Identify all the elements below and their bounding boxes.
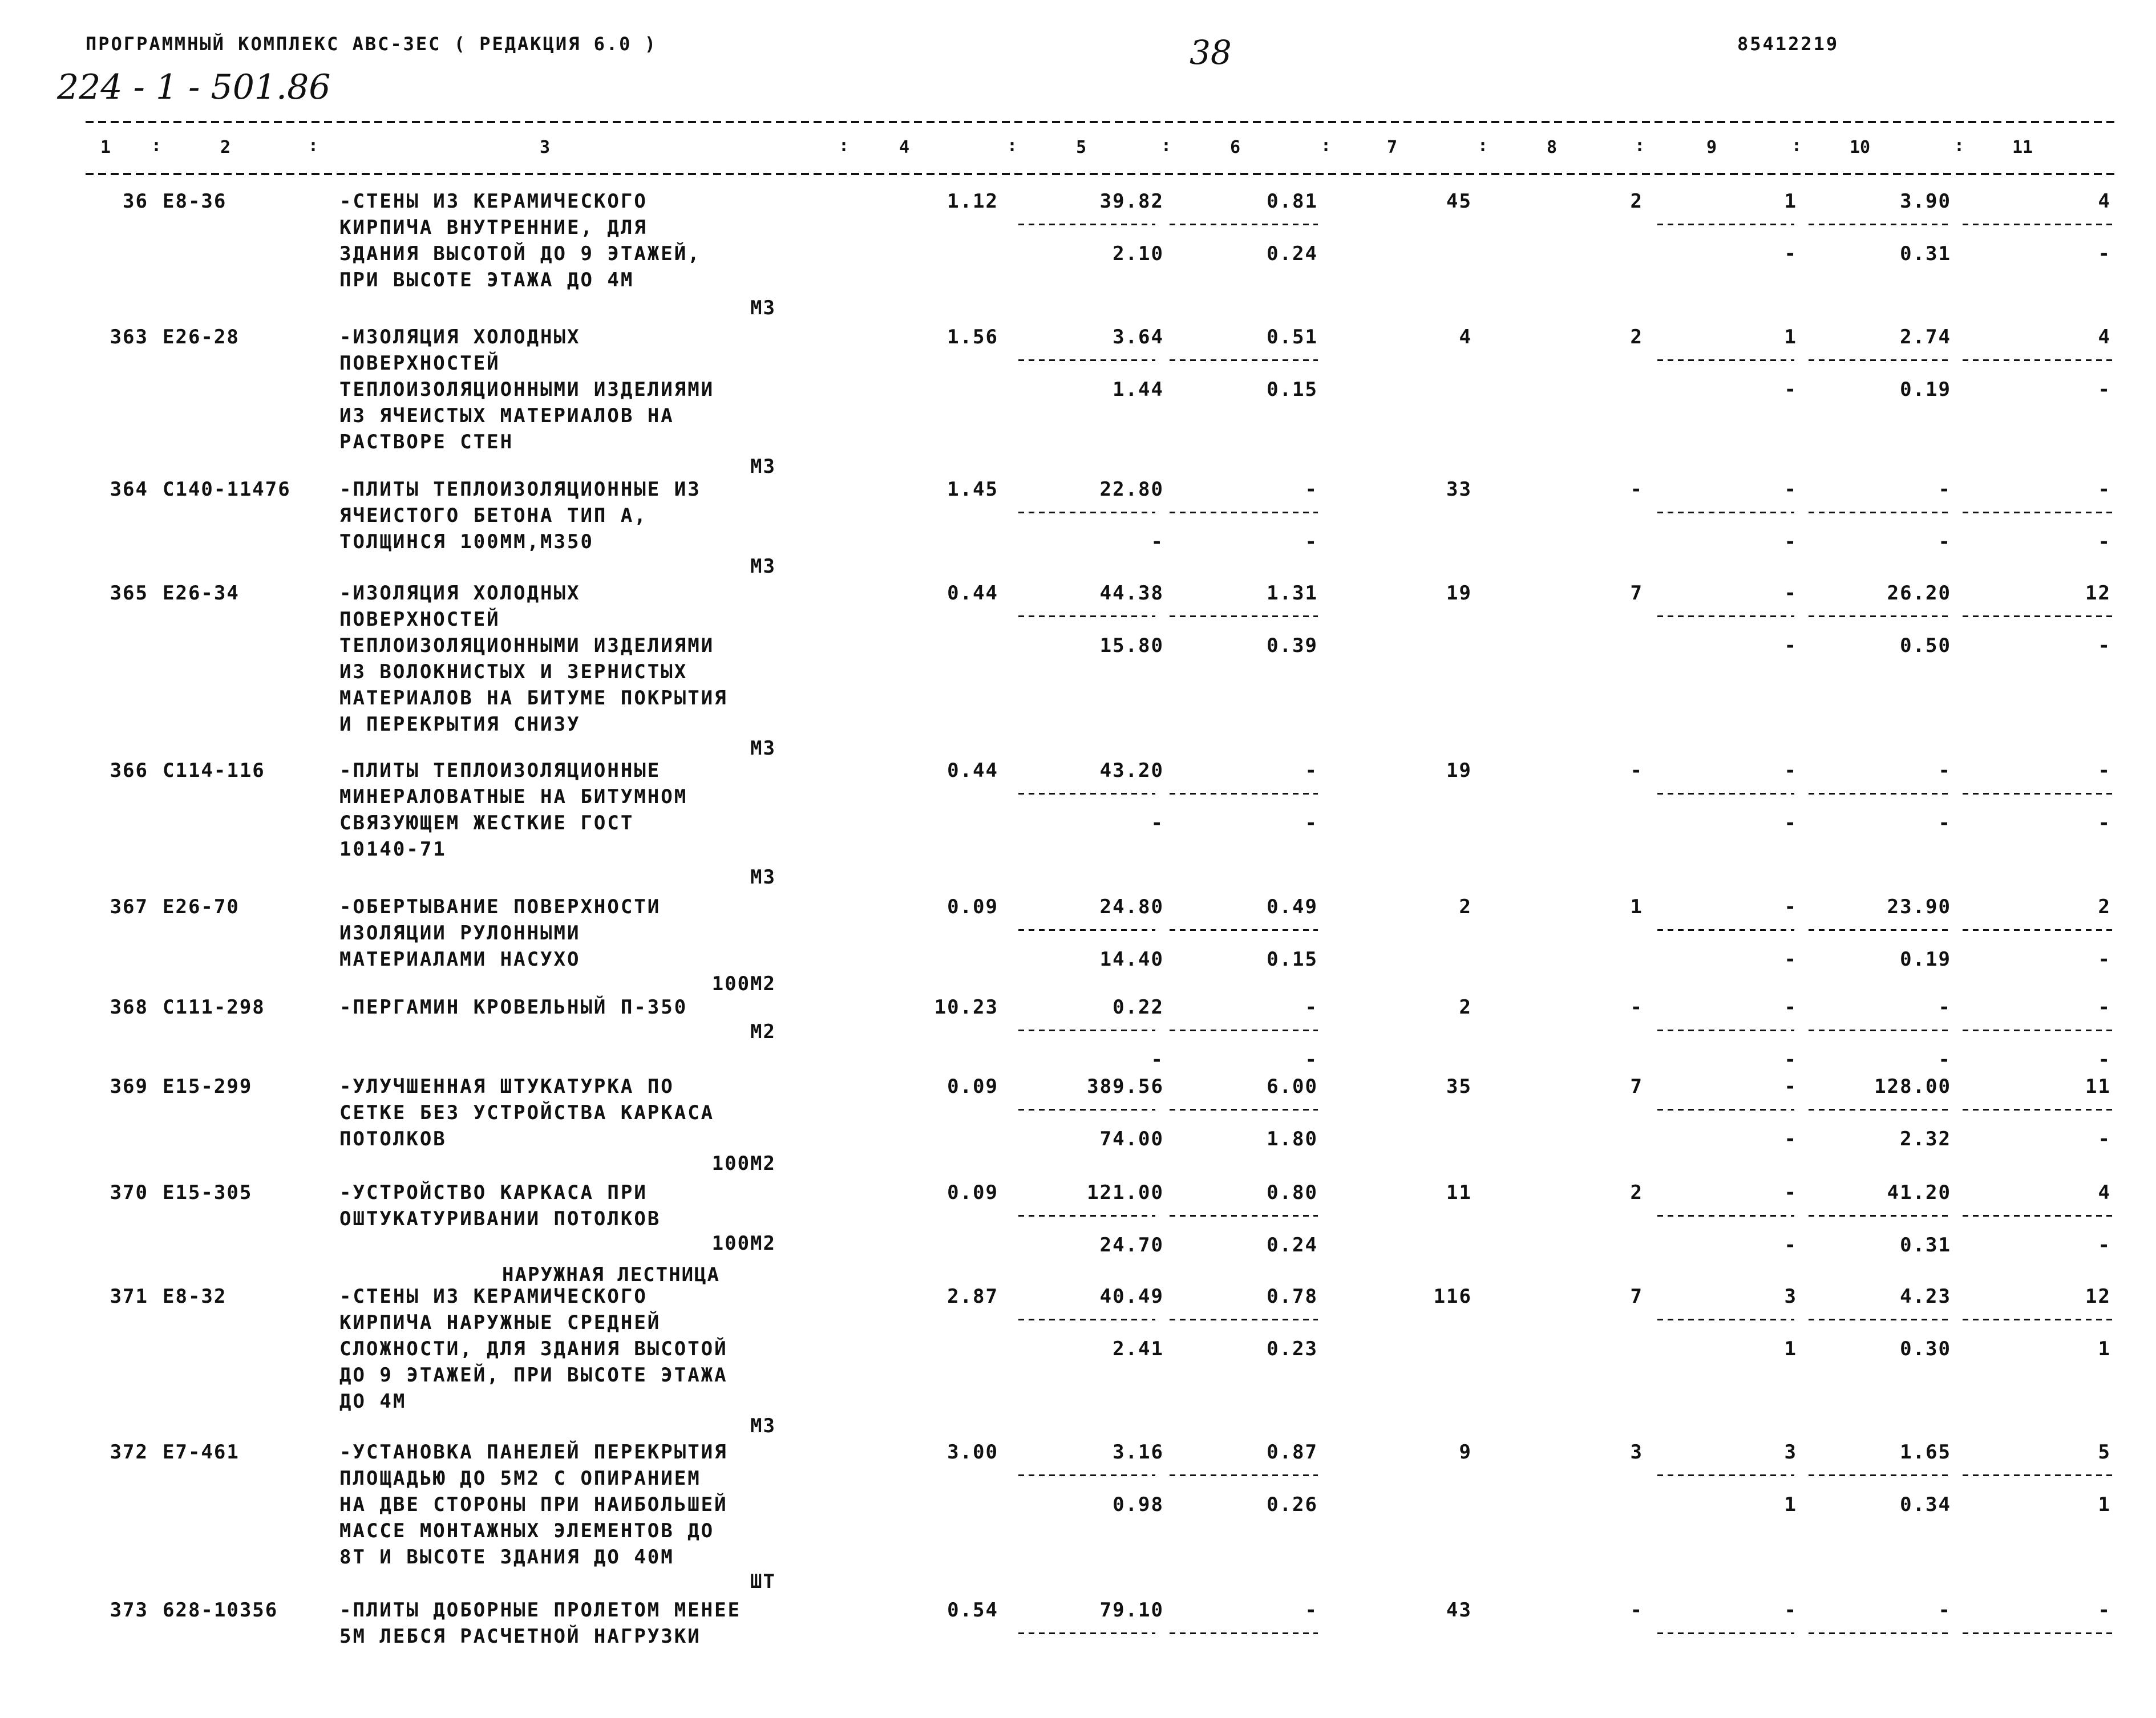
col10-sub: - <box>1938 530 1951 553</box>
column-header: 3 <box>539 137 551 157</box>
column-separator: : <box>1161 136 1172 156</box>
col9-sub: - <box>1784 1128 1797 1150</box>
col10-sub: - <box>1938 812 1951 834</box>
cost-total-sub: 0.98 <box>1113 1493 1164 1516</box>
section-heading: НАРУЖНАЯ ЛЕСТНИЦА <box>502 1263 720 1286</box>
col10-value: - <box>1938 996 1951 1019</box>
row-number: 36 <box>123 190 148 213</box>
cost-wages: - <box>1305 996 1318 1019</box>
subtotal-divider <box>1018 1632 1155 1634</box>
column-separator: : <box>151 136 162 156</box>
subtotal-divider <box>1963 1030 2117 1031</box>
subtotal-divider <box>1170 359 1318 361</box>
quantity: 0.09 <box>947 1181 998 1204</box>
subtotal-divider <box>1963 793 2117 795</box>
cost-total: 79.10 <box>1099 1599 1164 1622</box>
subtotal-divider <box>1018 1109 1155 1111</box>
col11-sub: 1 <box>2098 1338 2111 1360</box>
col10-sub: 2.32 <box>1900 1128 1951 1150</box>
cost-wages: 0.51 <box>1267 326 1318 349</box>
col11-sub: - <box>2098 1048 2111 1071</box>
cost-wages-sub: 0.24 <box>1267 1234 1318 1257</box>
row-description: -УСТАНОВКА ПАНЕЛЕЙ ПЕРЕКРЫТИЯ ПЛОЩАДЬЮ ДО 5М2 С ОПИРАНИЕМ НА ДВЕ СТОРОНЫ ПРИ НАИБОЛЬШЕЙ МАССЕ МОНТАЖНЫХ ЭЛЕМЕНТОВ ДО 8Т И ВЫСОТЕ ЗДАНИЯ ДО 40М <box>339 1441 728 1569</box>
cost-total: 39.82 <box>1099 190 1164 213</box>
col11-value: 4 <box>2098 190 2111 213</box>
row-unit: М3 <box>750 555 776 578</box>
col9-value: - <box>1784 478 1797 501</box>
col9-value: - <box>1784 582 1797 605</box>
cost-total-sub: 2.41 <box>1113 1338 1164 1360</box>
col7-value: 2 <box>1459 996 1472 1019</box>
col7-value: 19 <box>1446 759 1472 782</box>
col10-value: - <box>1938 478 1951 501</box>
document-code: 85412219 <box>1737 33 1839 55</box>
subtotal-divider <box>1018 615 1155 617</box>
subtotal-divider <box>1809 929 1951 931</box>
subtotal-divider <box>1657 1474 1794 1476</box>
col9-sub: - <box>1784 242 1797 265</box>
header-rule <box>86 173 2117 175</box>
col11-value: 5 <box>2098 1441 2111 1464</box>
project-number: 224 - 1 - 501.86 <box>57 67 331 107</box>
cost-total-sub: 15.80 <box>1099 634 1164 657</box>
row-number: 366 <box>110 759 148 782</box>
cost-total-sub: 74.00 <box>1099 1128 1164 1150</box>
col7-value: 4 <box>1459 326 1472 349</box>
cost-wages-sub: - <box>1305 530 1318 553</box>
cost-total: 121.00 <box>1087 1181 1164 1204</box>
quantity: 0.54 <box>947 1599 998 1622</box>
top-rule <box>86 121 2117 123</box>
subtotal-divider <box>1657 1319 1794 1320</box>
column-header: 1 <box>100 137 111 157</box>
cost-total: 24.80 <box>1099 896 1164 918</box>
col9-value: - <box>1784 996 1797 1019</box>
col11-value: 4 <box>2098 1181 2111 1204</box>
col10-value: 128.00 <box>1874 1075 1951 1098</box>
col8-value: - <box>1630 759 1643 782</box>
subtotal-divider <box>1809 1030 1951 1031</box>
subtotal-divider <box>1809 793 1951 795</box>
column-header: 9 <box>1706 137 1717 157</box>
quantity: 10.23 <box>934 996 998 1019</box>
col7-value: 43 <box>1446 1599 1472 1622</box>
col11-sub: - <box>2098 948 2111 971</box>
cost-wages: 6.00 <box>1267 1075 1318 1098</box>
subtotal-divider <box>1809 1632 1951 1634</box>
cost-wages: 0.78 <box>1267 1285 1318 1308</box>
subtotal-divider <box>1963 1632 2117 1634</box>
col9-sub: 1 <box>1784 1338 1797 1360</box>
col8-value: 7 <box>1630 582 1643 605</box>
column-separator: : <box>839 136 850 156</box>
col10-value: - <box>1938 759 1951 782</box>
col10-value: 3.90 <box>1900 190 1951 213</box>
col11-value: 2 <box>2098 896 2111 918</box>
col9-value: 3 <box>1784 1441 1797 1464</box>
subtotal-divider <box>1170 615 1318 617</box>
row-unit: М3 <box>750 1415 776 1437</box>
col10-value: 26.20 <box>1887 582 1951 605</box>
col11-value: - <box>2098 478 2111 501</box>
column-separator: : <box>308 136 319 156</box>
cost-total-sub: 2.10 <box>1113 242 1164 265</box>
subtotal-divider <box>1809 359 1951 361</box>
subtotal-divider <box>1963 615 2117 617</box>
column-separator: : <box>1635 136 1645 156</box>
cost-wages: - <box>1305 1599 1318 1622</box>
subtotal-divider <box>1963 929 2117 931</box>
row-description: -ПЛИТЫ ДОБОРНЫЕ ПРОЛЕТОМ МЕНЕЕ 5М ЛЕБСЯ РАСЧЕТНОЙ НАГРУЗКИ <box>339 1599 742 1648</box>
col7-value: 11 <box>1446 1181 1472 1204</box>
subtotal-divider <box>1170 1109 1318 1111</box>
cost-total: 43.20 <box>1099 759 1164 782</box>
subtotal-divider <box>1018 1215 1155 1217</box>
row-number: 364 <box>110 478 148 501</box>
col10-sub: 0.19 <box>1900 378 1951 401</box>
subtotal-divider <box>1170 1474 1318 1476</box>
col10-sub: 0.34 <box>1900 1493 1951 1516</box>
col10-sub: 0.31 <box>1900 1234 1951 1257</box>
row-unit: М3 <box>750 737 776 760</box>
col8-value: 2 <box>1630 190 1643 213</box>
col11-value: - <box>2098 1599 2111 1622</box>
cost-total-sub: 1.44 <box>1113 378 1164 401</box>
column-header: 7 <box>1386 137 1398 157</box>
subtotal-divider <box>1657 793 1794 795</box>
cost-wages: 0.87 <box>1267 1441 1318 1464</box>
cost-wages: 0.81 <box>1267 190 1318 213</box>
col11-sub: - <box>2098 634 2111 657</box>
col8-value: - <box>1630 1599 1643 1622</box>
quantity: 0.09 <box>947 896 998 918</box>
column-header: 10 <box>1849 137 1871 157</box>
col10-sub: - <box>1938 1048 1951 1071</box>
row-code: Е26-70 <box>163 896 240 918</box>
row-description: -ИЗОЛЯЦИЯ ХОЛОДНЫХ ПОВЕРХНОСТЕЙ ТЕПЛОИЗОЛЯЦИОННЫМИ ИЗДЕЛИЯМИ ИЗ ВОЛОКНИСТЫХ И ЗЕРНИСТЫХ МАТЕРИАЛОВ НА БИТУМЕ ПОКРЫТИЯ И ПЕРЕКРЫТИЯ СНИЗУ <box>339 582 728 736</box>
col9-value: - <box>1784 896 1797 918</box>
col10-sub: 0.30 <box>1900 1338 1951 1360</box>
subtotal-divider <box>1963 1474 2117 1476</box>
row-unit: 100М2 <box>711 973 776 995</box>
row-number: 372 <box>110 1441 148 1464</box>
col9-sub: - <box>1784 378 1797 401</box>
column-header: 11 <box>2012 137 2033 157</box>
col7-value: 116 <box>1433 1285 1472 1308</box>
cost-total: 0.22 <box>1113 996 1164 1019</box>
row-unit: 100М2 <box>711 1152 776 1175</box>
subtotal-divider <box>1018 1319 1155 1320</box>
cost-total: 40.49 <box>1099 1285 1164 1308</box>
col9-sub: - <box>1784 812 1797 834</box>
row-number: 370 <box>110 1181 148 1204</box>
subtotal-divider <box>1809 1319 1951 1320</box>
col8-value: 2 <box>1630 1181 1643 1204</box>
row-code: Е15-299 <box>163 1075 253 1098</box>
col11-value: 4 <box>2098 326 2111 349</box>
column-header: 6 <box>1229 137 1241 157</box>
col9-sub: - <box>1784 530 1797 553</box>
subtotal-divider <box>1657 359 1794 361</box>
row-description: -УСТРОЙСТВО КАРКАСА ПРИ ОШТУКАТУРИВАНИИ ПОТОЛКОВ <box>339 1181 661 1230</box>
row-unit: М3 <box>750 455 776 478</box>
column-separator: : <box>1321 136 1332 156</box>
quantity: 2.87 <box>947 1285 998 1308</box>
cost-wages-sub: - <box>1305 812 1318 834</box>
cost-wages-sub: 0.23 <box>1267 1338 1318 1360</box>
cost-wages-sub: 0.26 <box>1267 1493 1318 1516</box>
row-number: 363 <box>110 326 148 349</box>
row-description: -ИЗОЛЯЦИЯ ХОЛОДНЫХ ПОВЕРХНОСТЕЙ ТЕПЛОИЗОЛЯЦИОННЫМИ ИЗДЕЛИЯМИ ИЗ ЯЧЕИСТЫХ МАТЕРИАЛОВ НА РАСТВОРЕ СТЕН <box>339 326 715 453</box>
col11-value: 12 <box>2085 1285 2111 1308</box>
quantity: 1.56 <box>947 326 998 349</box>
row-code: 628-10356 <box>163 1599 278 1622</box>
subtotal-divider <box>1170 1632 1318 1634</box>
row-unit: 100М2 <box>711 1232 776 1255</box>
row-number: 368 <box>110 996 148 1019</box>
col9-value: 1 <box>1784 326 1797 349</box>
subtotal-divider <box>1657 512 1794 513</box>
subtotal-divider <box>1809 224 1951 225</box>
col9-sub: - <box>1784 1234 1797 1257</box>
row-code: С111-298 <box>163 996 265 1019</box>
subtotal-divider <box>1018 224 1155 225</box>
subtotal-divider <box>1657 1030 1794 1031</box>
col11-sub: - <box>2098 812 2111 834</box>
subtotal-divider <box>1963 1319 2117 1320</box>
column-header: 5 <box>1075 137 1087 157</box>
col9-value: 3 <box>1784 1285 1797 1308</box>
row-description: -ПЛИТЫ ТЕПЛОИЗОЛЯЦИОННЫЕ МИНЕРАЛОВАТНЫЕ НА БИТУМНОМ СВЯЗУЮЩЕМ ЖЕСТКИЕ ГОСТ 10140-71 <box>339 759 688 861</box>
row-number: 369 <box>110 1075 148 1098</box>
row-code: Е8-36 <box>163 190 227 213</box>
subtotal-divider <box>1170 1319 1318 1320</box>
cost-wages: 0.80 <box>1267 1181 1318 1204</box>
col9-value: - <box>1784 759 1797 782</box>
col11-sub: - <box>2098 242 2111 265</box>
quantity: 0.09 <box>947 1075 998 1098</box>
subtotal-divider <box>1963 1215 2117 1217</box>
cost-total-sub: 14.40 <box>1099 948 1164 971</box>
cost-total: 3.64 <box>1113 326 1164 349</box>
cost-total: 22.80 <box>1099 478 1164 501</box>
col8-value: 1 <box>1630 896 1643 918</box>
subtotal-divider <box>1170 224 1318 225</box>
col9-value: 1 <box>1784 190 1797 213</box>
quantity: 1.45 <box>947 478 998 501</box>
program-header: ПРОГРАММНЫЙ КОМПЛЕКС АВС-3ЕС ( РЕДАКЦИЯ 6.0 ) <box>86 33 657 55</box>
row-code: Е26-34 <box>163 582 240 605</box>
col9-value: - <box>1784 1599 1797 1622</box>
row-number: 371 <box>110 1285 148 1308</box>
row-description: -СТЕНЫ ИЗ КЕРАМИЧЕСКОГО КИРПИЧА НАРУЖНЫЕ СРЕДНЕЙ СЛОЖНОСТИ, ДЛЯ ЗДАНИЯ ВЫСОТОЙ ДО 9 ЭТАЖЕЙ, ПРИ ВЫСОТЕ ЭТАЖА ДО 4М <box>339 1285 728 1413</box>
subtotal-divider <box>1963 512 2117 513</box>
col11-sub: - <box>2098 1234 2111 1257</box>
cost-total: 389.56 <box>1087 1075 1164 1098</box>
cost-wages: 1.31 <box>1267 582 1318 605</box>
column-separator: : <box>1478 136 1488 156</box>
subtotal-divider <box>1657 615 1794 617</box>
col7-value: 33 <box>1446 478 1472 501</box>
subtotal-divider <box>1963 1109 2117 1111</box>
row-code: С114-116 <box>163 759 265 782</box>
row-number: 367 <box>110 896 148 918</box>
subtotal-divider <box>1809 1215 1951 1217</box>
row-unit: ШТ <box>750 1570 776 1593</box>
col8-value: - <box>1630 478 1643 501</box>
col11-sub: 1 <box>2098 1493 2111 1516</box>
col7-value: 35 <box>1446 1075 1472 1098</box>
cost-wages-sub: 0.15 <box>1267 948 1318 971</box>
row-unit: М3 <box>750 297 776 319</box>
subtotal-divider <box>1018 929 1155 931</box>
col10-value: 4.23 <box>1900 1285 1951 1308</box>
col9-value: - <box>1784 1181 1797 1204</box>
row-unit: М3 <box>750 866 776 889</box>
col8-value: 2 <box>1630 326 1643 349</box>
col7-value: 19 <box>1446 582 1472 605</box>
subtotal-divider <box>1657 929 1794 931</box>
column-separator: : <box>1791 136 1802 156</box>
col10-sub: 0.31 <box>1900 242 1951 265</box>
col10-value: - <box>1938 1599 1951 1622</box>
subtotal-divider <box>1657 1632 1794 1634</box>
page-number: 38 <box>1190 33 1232 72</box>
subtotal-divider <box>1963 224 2117 225</box>
row-code: Е26-28 <box>163 326 240 349</box>
subtotal-divider <box>1170 929 1318 931</box>
quantity: 1.12 <box>947 190 998 213</box>
row-description: -ОБЕРТЫВАНИЕ ПОВЕРХНОСТИ ИЗОЛЯЦИИ РУЛОННЫМИ МАТЕРИАЛАМИ НАСУХО <box>339 896 661 971</box>
row-description: -УЛУЧШЕННАЯ ШТУКАТУРКА ПО СЕТКЕ БЕЗ УСТРОЙСТВА КАРКАСА ПОТОЛКОВ <box>339 1075 715 1150</box>
col11-value: - <box>2098 996 2111 1019</box>
col11-value: 12 <box>2085 582 2111 605</box>
col11-value: 11 <box>2085 1075 2111 1098</box>
col10-value: 41.20 <box>1887 1181 1951 1204</box>
cost-total-sub: 24.70 <box>1099 1234 1164 1257</box>
col7-value: 2 <box>1459 896 1472 918</box>
subtotal-divider <box>1018 1030 1155 1031</box>
subtotal-divider <box>1170 1215 1318 1217</box>
column-separator: : <box>1954 136 1965 156</box>
subtotal-divider <box>1657 1215 1794 1217</box>
subtotal-divider <box>1018 359 1155 361</box>
subtotal-divider <box>1018 512 1155 513</box>
col10-value: 2.74 <box>1900 326 1951 349</box>
col8-value: - <box>1630 996 1643 1019</box>
subtotal-divider <box>1809 615 1951 617</box>
row-description: -СТЕНЫ ИЗ КЕРАМИЧЕСКОГО КИРПИЧА ВНУТРЕННИЕ, ДЛЯ ЗДАНИЯ ВЫСОТОЙ ДО 9 ЭТАЖЕЙ, ПРИ ВЫСОТЕ ЭТАЖА ДО 4М <box>339 190 701 291</box>
column-header: 8 <box>1546 137 1558 157</box>
cost-wages-sub: 1.80 <box>1267 1128 1318 1150</box>
cost-wages: 0.49 <box>1267 896 1318 918</box>
row-description: -ПЛИТЫ ТЕПЛОИЗОЛЯЦИОННЫЕ ИЗ ЯЧЕИСТОГО БЕТОНА ТИП А, ТОЛЩИНСЯ 100ММ,М350 <box>339 478 701 553</box>
subtotal-divider <box>1170 1030 1318 1031</box>
col9-value: - <box>1784 1075 1797 1098</box>
cost-wages-sub: 0.39 <box>1267 634 1318 657</box>
cost-total-sub: - <box>1151 1048 1164 1071</box>
quantity: 0.44 <box>947 759 998 782</box>
subtotal-divider <box>1170 793 1318 795</box>
quantity: 3.00 <box>947 1441 998 1464</box>
cost-wages: - <box>1305 478 1318 501</box>
col9-sub: - <box>1784 634 1797 657</box>
col11-value: - <box>2098 759 2111 782</box>
subtotal-divider <box>1018 793 1155 795</box>
row-code: Е7-461 <box>163 1441 240 1464</box>
row-unit: М2 <box>750 1020 776 1043</box>
column-header: 2 <box>220 137 231 157</box>
row-description: -ПЕРГАМИН КРОВЕЛЬНЫЙ П-350 <box>339 996 688 1019</box>
cost-total: 44.38 <box>1099 582 1164 605</box>
col10-value: 23.90 <box>1887 896 1951 918</box>
cost-wages-sub: - <box>1305 1048 1318 1071</box>
subtotal-divider <box>1809 512 1951 513</box>
col10-value: 1.65 <box>1900 1441 1951 1464</box>
subtotal-divider <box>1657 224 1794 225</box>
cost-total-sub: - <box>1151 812 1164 834</box>
subtotal-divider <box>1018 1474 1155 1476</box>
col8-value: 3 <box>1630 1441 1643 1464</box>
row-code: Е8-32 <box>163 1285 227 1308</box>
subtotal-divider <box>1170 512 1318 513</box>
col11-sub: - <box>2098 530 2111 553</box>
row-number: 373 <box>110 1599 148 1622</box>
cost-total-sub: - <box>1151 530 1164 553</box>
subtotal-divider <box>1657 1109 1794 1111</box>
cost-wages: - <box>1305 759 1318 782</box>
column-header: 4 <box>899 137 910 157</box>
col11-sub: - <box>2098 1128 2111 1150</box>
subtotal-divider <box>1963 359 2117 361</box>
row-code: С140-11476 <box>163 478 291 501</box>
col9-sub: - <box>1784 948 1797 971</box>
subtotal-divider <box>1809 1109 1951 1111</box>
col9-sub: 1 <box>1784 1493 1797 1516</box>
cost-wages-sub: 0.15 <box>1267 378 1318 401</box>
row-code: Е15-305 <box>163 1181 253 1204</box>
col9-sub: - <box>1784 1048 1797 1071</box>
column-separator: : <box>1007 136 1018 156</box>
col8-value: 7 <box>1630 1285 1643 1308</box>
quantity: 0.44 <box>947 582 998 605</box>
col11-sub: - <box>2098 378 2111 401</box>
col10-sub: 0.50 <box>1900 634 1951 657</box>
col10-sub: 0.19 <box>1900 948 1951 971</box>
col7-value: 45 <box>1446 190 1472 213</box>
row-number: 365 <box>110 582 148 605</box>
col8-value: 7 <box>1630 1075 1643 1098</box>
subtotal-divider <box>1809 1474 1951 1476</box>
col7-value: 9 <box>1459 1441 1472 1464</box>
cost-wages-sub: 0.24 <box>1267 242 1318 265</box>
cost-total: 3.16 <box>1113 1441 1164 1464</box>
